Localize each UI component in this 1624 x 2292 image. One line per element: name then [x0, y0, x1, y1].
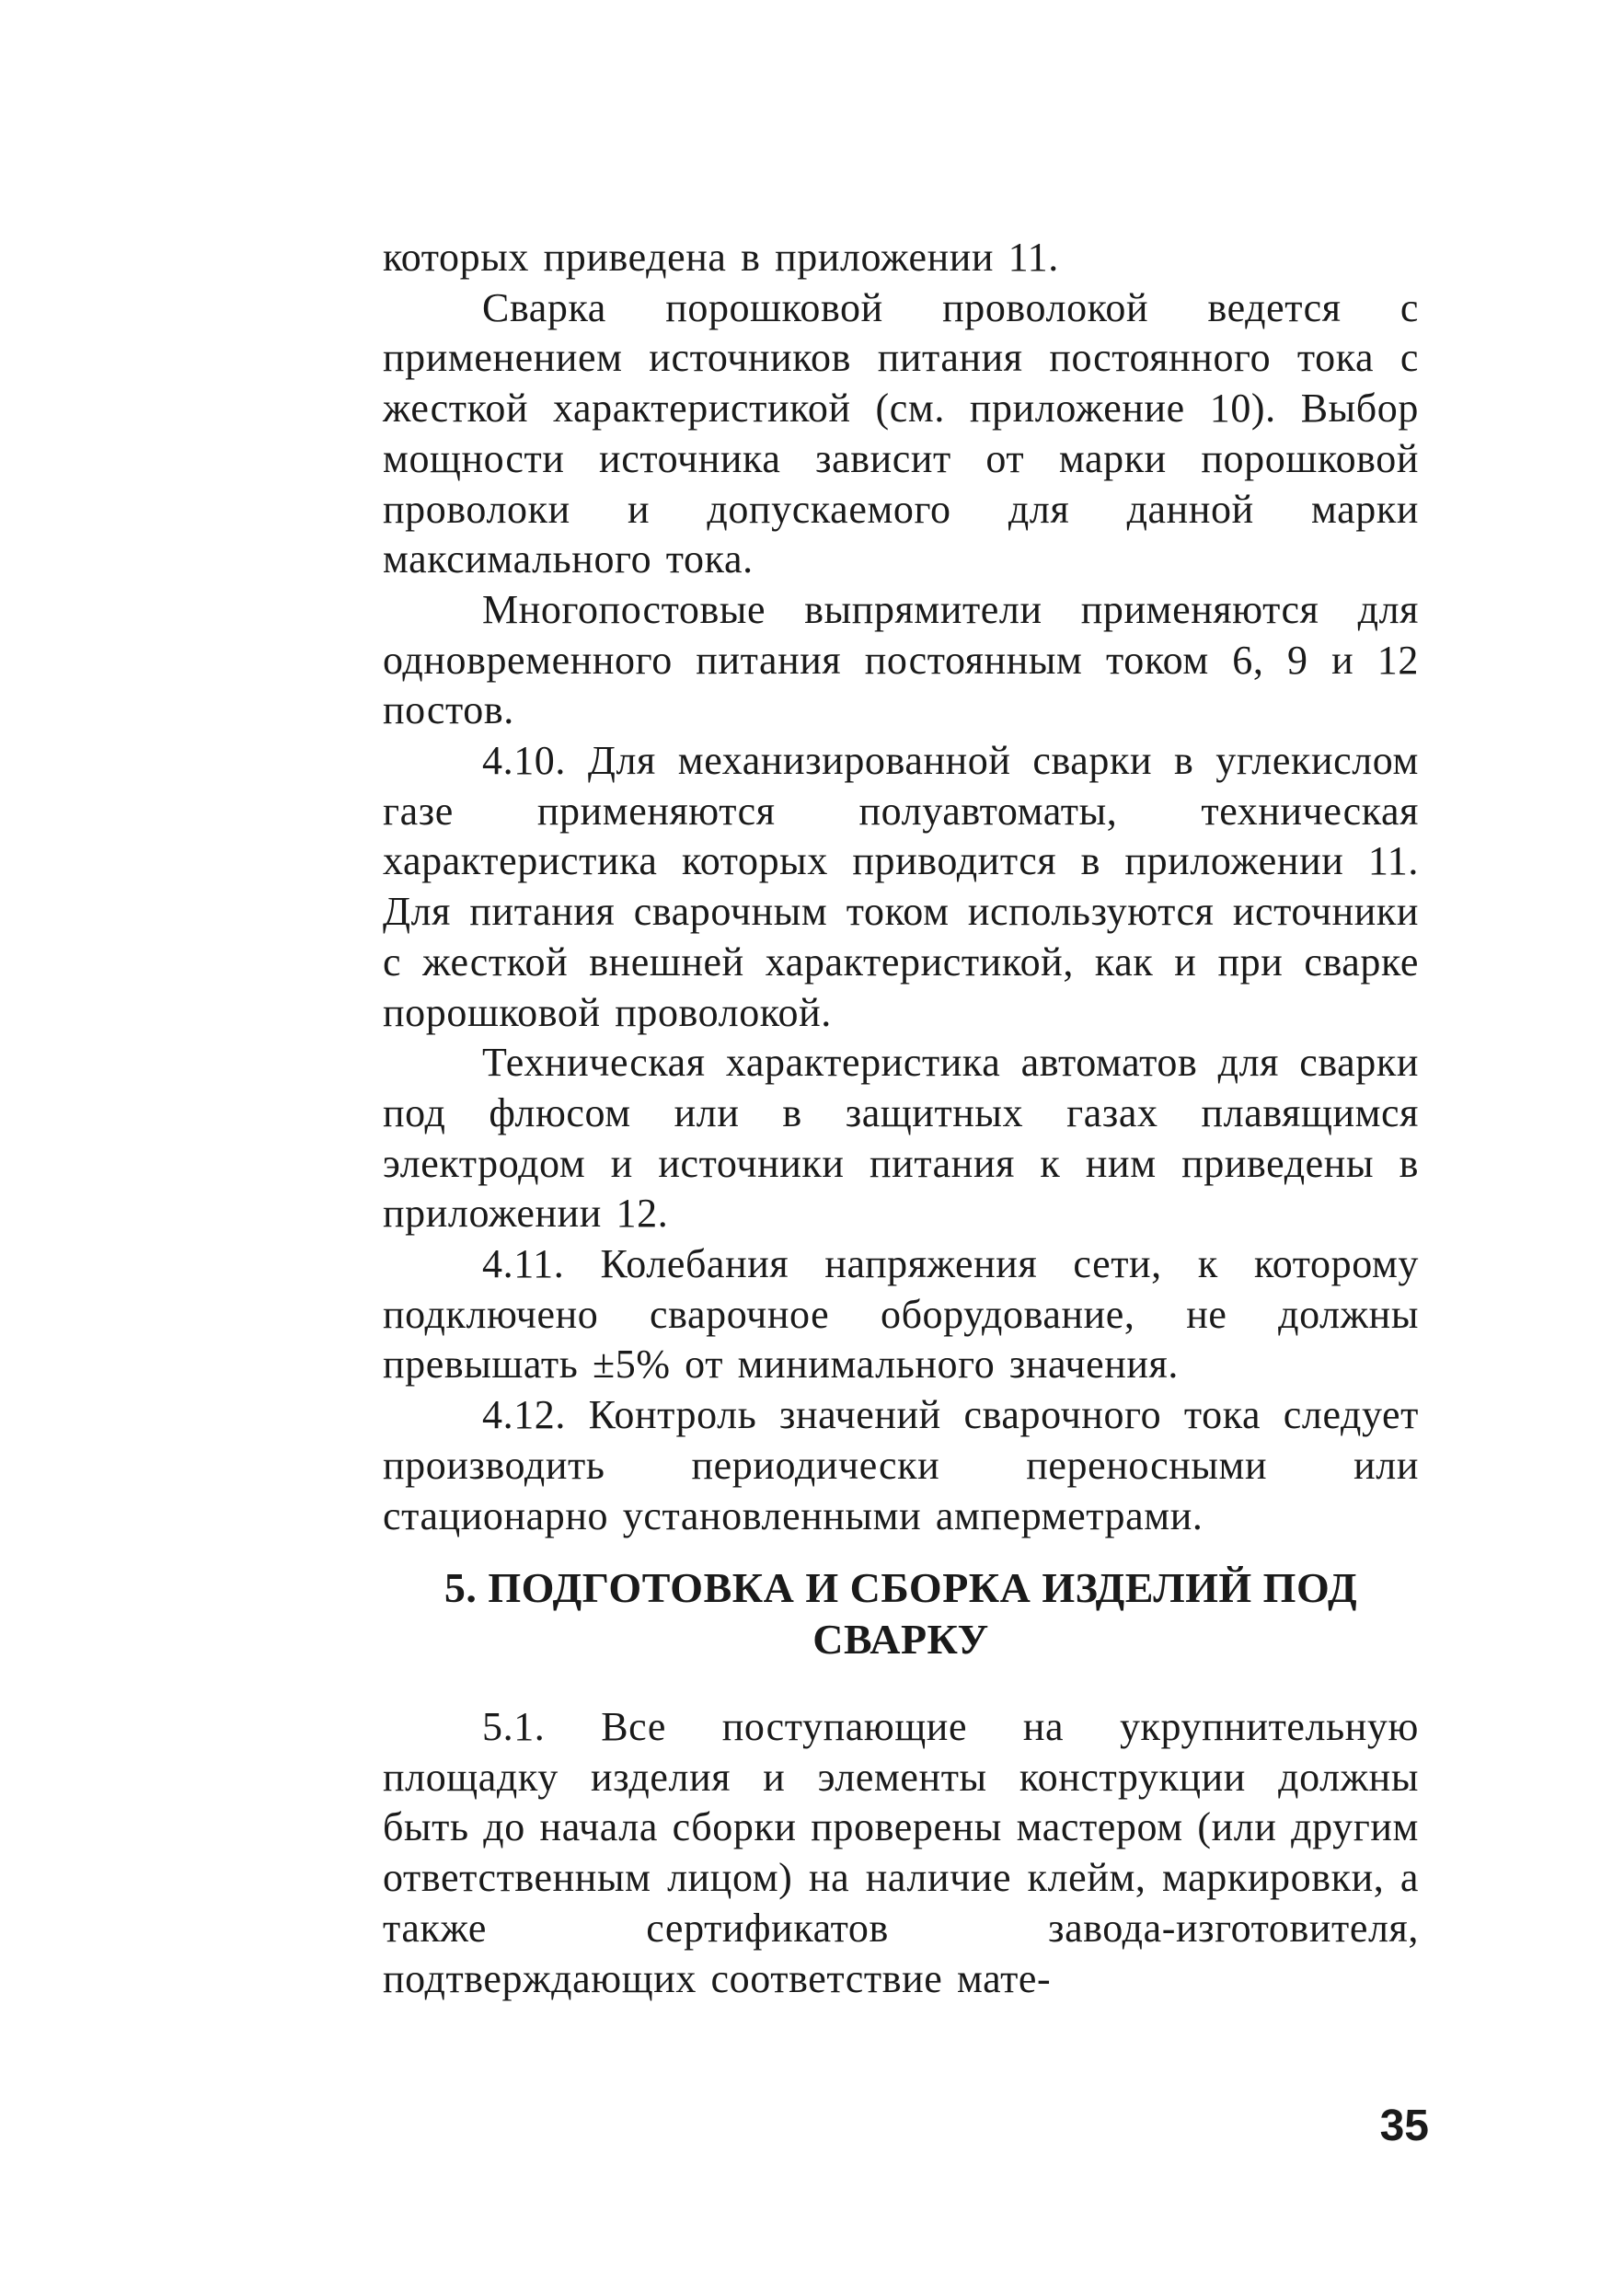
page-number: 35	[1379, 2102, 1429, 2150]
section-heading-line-2: СВАРКУ	[812, 1616, 989, 1663]
section-heading	[383, 1562, 1419, 1665]
body-text-top	[383, 233, 1419, 1541]
body-text-bottom	[383, 1702, 1419, 2004]
paragraph-4-10: 4.10. Для механизированной сварки в углекислом газе применяются полуавтоматы, техническая характеристика которых приводится в приложении 11. Для питания сварочным током используются источники с жесткой внешней характеристикой, как и при сварке порошковой проволокой.	[383, 738, 1419, 1035]
paragraph-4-11: 4.11. Колебания напряжения сети, к которому подключено сварочное оборудование, не должны превышать ±5% от минимального значения.	[383, 1241, 1419, 1388]
paragraph-continuation: которых приведена в приложении 11.	[383, 235, 1059, 280]
paragraph-5-1: 5.1. Все поступающие на укрупнительную площадку изделия и элементы конструкции должны быть до начала сборки проверены мастером (или другим ответственным лицом) на наличие клейм, маркировки, а также сертификатов завода-изготовителя, подтверждающих соответствие мате-	[383, 1704, 1419, 2001]
paragraph-technical-characteristics: Техническая характеристика автоматов для сварки под флюсом или в защитных газах плавящимся электродом и источники питания к ним приведены в приложении 12.	[383, 1040, 1419, 1237]
paragraph-multipost-rectifiers: Многопостовые выпрямители применяются для одновременного питания постоянным током 6, 9 и 12 постов.	[383, 586, 1419, 733]
paragraph-flux-cored-welding: Сварка порошковой проволокой ведется с применением источников питания постоянного тока с жесткой характеристикой (см. приложение 10). Выбор мощности источника зависит от марки порошковой проволоки и допускаемого для данной марки максимального тока.	[383, 284, 1419, 582]
paragraph-4-12: 4.12. Контроль значений сварочного тока следует производить периодически переносными или стационарно установленными амперметрами.	[383, 1392, 1419, 1538]
section-heading-line-1: 5. ПОДГОТОВКА И СБОРКА ИЗДЕЛИЙ ПОД	[443, 1564, 1358, 1611]
